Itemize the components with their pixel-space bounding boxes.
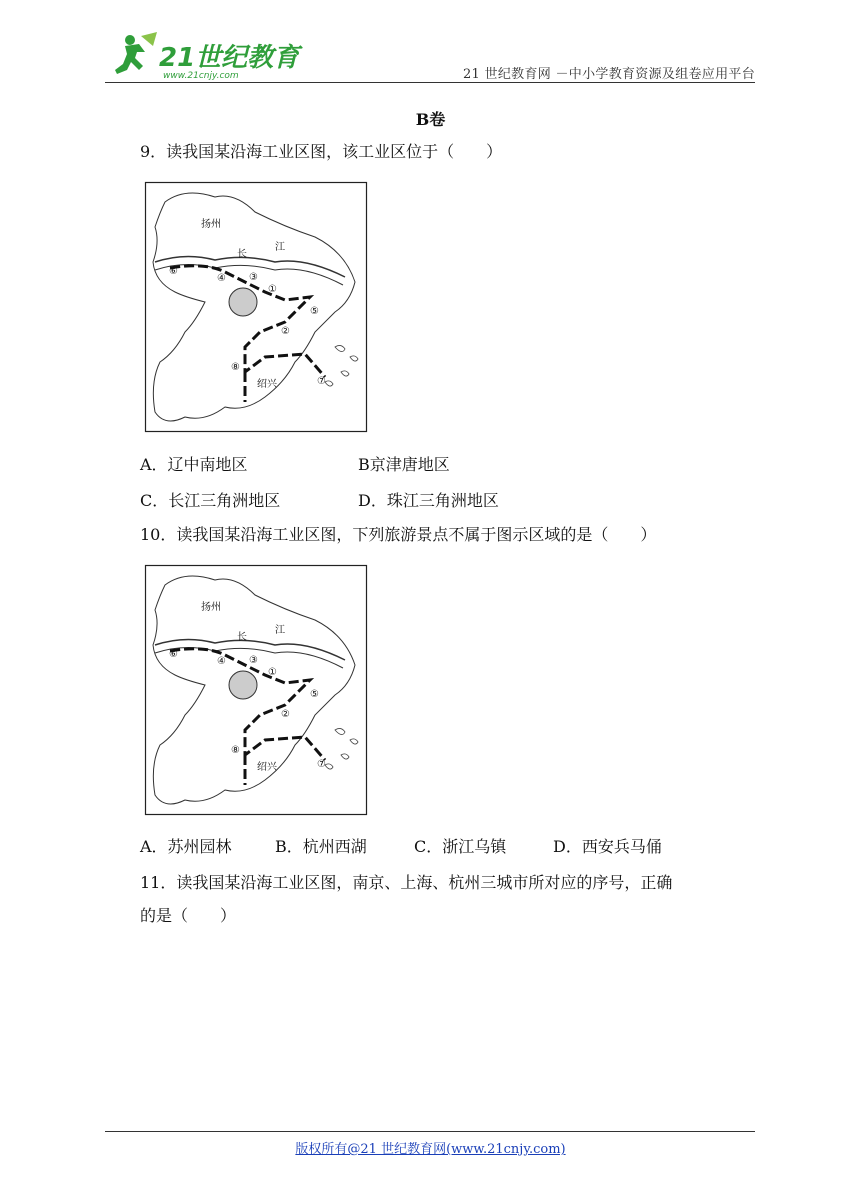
footer-divider [105, 1131, 755, 1132]
map-label-chang: 长 [237, 249, 247, 260]
map-label-shaoxing: 绍兴 [257, 379, 277, 390]
industrial-region-map-1 [145, 182, 367, 432]
map-marker-2: ② [281, 326, 290, 337]
map-marker-2: ② [281, 709, 290, 720]
map-label-yangzhou: 扬州 [201, 602, 221, 613]
option-9a: A．辽中南地区 [140, 455, 248, 474]
header-divider [105, 82, 755, 83]
logo-text: 21世纪教育 [159, 43, 300, 73]
logo-url: www.21cnjy.com [163, 71, 239, 81]
map-marker-8: ⑧ [231, 362, 240, 373]
map-marker-6: ⑥ [169, 649, 178, 660]
question-10: 10．读我国某沿海工业区图，下列旅游景点不属于图示区域的是（ ） [140, 525, 657, 544]
map-marker-5: ⑤ [310, 306, 319, 317]
option-9c: C．长江三角洲地区 [140, 491, 281, 510]
map-label-yangzhou: 扬州 [201, 219, 221, 230]
option-10c: C．浙江乌镇 [414, 837, 507, 856]
map-marker-7: ⑦ [317, 759, 326, 770]
map-marker-4: ④ [217, 273, 226, 284]
header-site-name: 21 世纪教育网 －中小学教育资源及组卷应用平台 [462, 67, 755, 82]
map-label-chang: 长 [237, 632, 247, 643]
map-marker-3: ③ [249, 655, 258, 666]
map-marker-6: ⑥ [169, 266, 178, 277]
map-label-jiang: 江 [275, 242, 285, 253]
map-label-jiang: 江 [275, 625, 285, 636]
map-marker-7: ⑦ [317, 376, 326, 387]
page-header [105, 30, 755, 82]
option-10a: A．苏州园林 [140, 837, 232, 856]
map-label-shaoxing: 绍兴 [257, 762, 277, 773]
map-marker-1: ① [268, 284, 277, 295]
site-logo [105, 30, 300, 82]
industrial-region-map-2 [145, 565, 367, 815]
map-marker-5: ⑤ [310, 689, 319, 700]
runner-icon [115, 32, 157, 74]
map-marker-4: ④ [217, 656, 226, 667]
question-11-line1: 11．读我国某沿海工业区图，南京、上海、杭州三城市所对应的序号，正确 [140, 873, 673, 892]
question-11-line2: 的是（ ） [140, 906, 237, 925]
option-10d: D．西安兵马俑 [553, 837, 662, 856]
map-marker-1: ① [268, 667, 277, 678]
map-marker-3: ③ [249, 272, 258, 283]
question-9: 9．读我国某沿海工业区图，该工业区位于（ ） [140, 142, 503, 161]
option-9b: B京津唐地区 [358, 455, 450, 474]
option-9d: D．珠江三角洲地区 [358, 491, 499, 510]
option-10b: B．杭州西湖 [275, 837, 367, 856]
section-title: B卷 [415, 110, 446, 129]
footer-copyright-link[interactable]: 版权所有@21 世纪教育网(www.21cnjy.com) [295, 1142, 566, 1157]
map-marker-8: ⑧ [231, 745, 240, 756]
